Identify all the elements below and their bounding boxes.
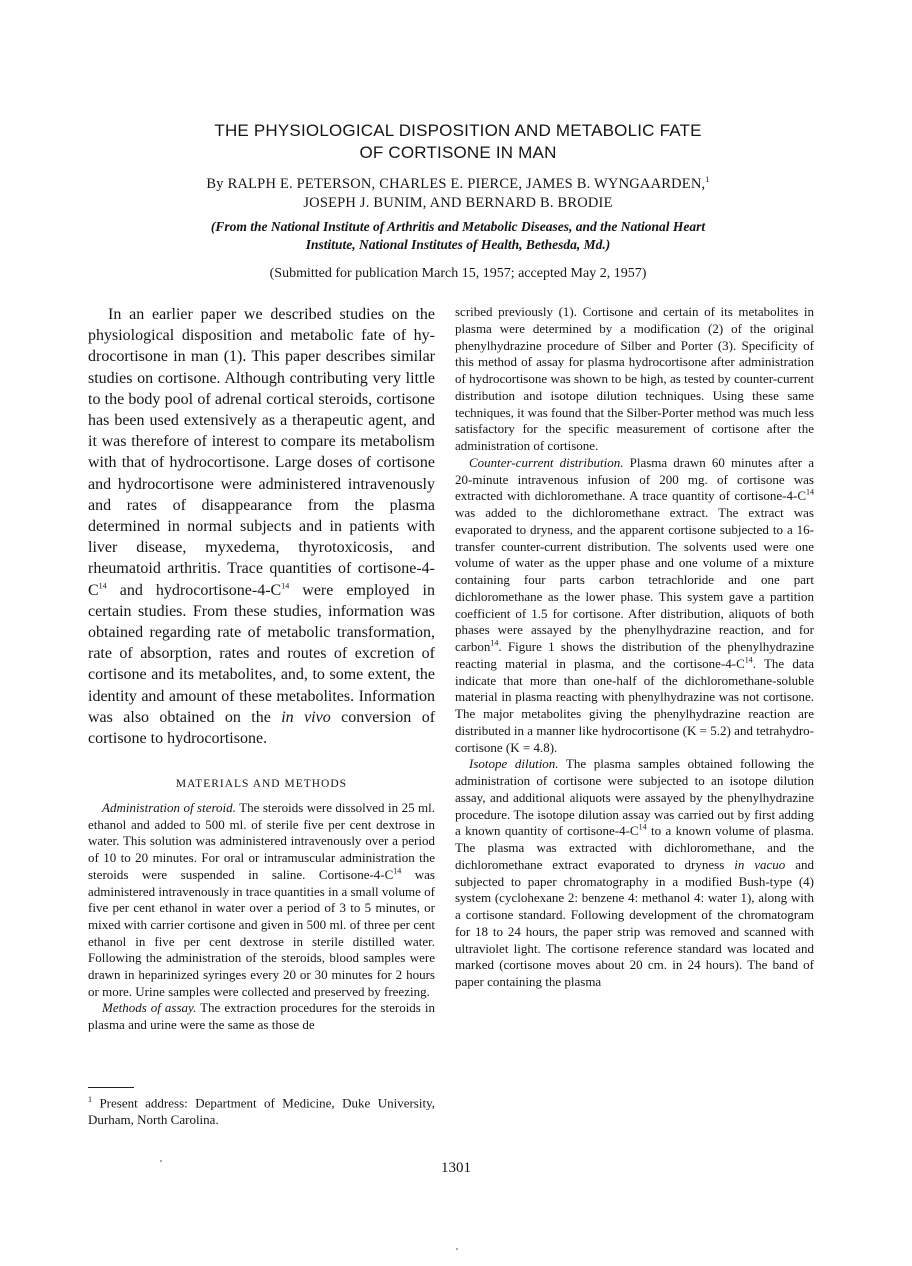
intro-paragraph <box>88 304 435 749</box>
run-in-heading: Isotope dilution. <box>469 756 559 772</box>
isotope-superscript: 14 <box>393 866 402 876</box>
assay-text: The extraction procedures for the steroids in plasma and urine were the same as those de <box>88 1000 435 1033</box>
intro-text-3: were employed in certain studies. From these studies, information was obtained regarding rate of metabolic transformation, rate of absorption, rates and routes of excretion of cortisone and its metabolites, and, to some extent, the identity and amount of these metabolites. Information was also obtained on the <box>88 581 436 726</box>
iso-text-3: and subjected to paper chromatography in a modified Bush-type (4) system (cyclohexane 2: benzene 4: methanol 4: water 1), along with a cortisone standard. Following development of the chromatogram for 18 to 24 hours, the paper strip was removed and scanned with ultraviolet light. The cortisone reference standard was located and marked (cortisone moves about 20 cm. in 24 hours). The band of paper containing the plasma <box>455 856 814 989</box>
intro-text-2: and hydrocortisone-4-C <box>106 581 282 599</box>
methods-text <box>88 800 435 1034</box>
page-number: 1301 <box>441 1160 471 1176</box>
affiliation <box>120 218 796 254</box>
footnote-divider <box>88 1087 134 1088</box>
author-footnote-marker: 1 <box>705 175 710 185</box>
footnote-text: Present address: Department of Medicine, Duke University, Durham, North Carolina. <box>88 1095 435 1128</box>
intro-text-4: conversion of cortisone to hydrocortisone. <box>88 708 436 748</box>
run-in-heading: Counter-current distribution. <box>469 454 624 470</box>
affiliation-line-1: (From the National Institute of Arthritis and Metabolic Diseases, and the National Heart <box>210 219 706 234</box>
iso-text-1: The plasma samples obtained following the administration of cortisone were subjected to an isotope dilution assay, and additional aliquots were assayed by the phenylhydrazine procedure. The isotope dilution assay was carried out by first adding a known quantity of cortisone-4-C <box>455 756 814 839</box>
continued-paragraph: scribed previously (1). Cortisone and certain of its metabolites in plasma were determined by a modification (2) of the original phenylhydrazine procedure of Silber and Porter (3). Specificity of this method of assay for plasma hydrocortisone after administration of hydrocortisone was shown to be high, as tested by counter-current distribution and isotope dilution techniques. Using these same techniques, it was found that the Silber-Porter method was much less satisfactory for the specific measurement of cortisone after the administration of cortisone. <box>455 304 814 453</box>
administration-paragraph <box>88 800 435 1000</box>
admin-text-1: The steroids were dissolved in 25 ml. ethanol and added to 500 ml. of sterile five per cent dextrose in water. This solution was administered intravenously over a period of 10 to 20 minutes. For oral or intramuscular administration the steroids were suspended in saline. Cortisone-4-C <box>88 800 436 882</box>
isotope-superscript: 14 <box>638 822 647 832</box>
title-line-1: THE PHYSIOLOGICAL DISPOSITION AND METABOLIC FATE <box>214 121 702 140</box>
ccd-text-3: . Figure 1 shows the distribution of the phenylhydrazine reacting material in plasma, and the cortisone-4-C <box>455 639 814 671</box>
section-heading-methods: MATERIALS AND METHODS <box>175 778 348 790</box>
in-vacuo-italic: in vacuo <box>734 856 786 872</box>
footnote-marker: 1 <box>88 1095 92 1104</box>
ccd-text-1: Plasma drawn 60 minutes after a 20-minute intravenous infusion of 200 mg. of cortisone was extracted with dichloromethane. A trace quantity of cortisone-4-C <box>455 454 814 504</box>
in-vivo-italic: in vivo <box>281 708 331 726</box>
print-speck <box>456 1248 458 1250</box>
isotope-superscript: 14 <box>744 655 753 665</box>
intro-text-1: In an earlier paper we described studies on the physiological disposition and metabolic fate of hydrocortisone in man (1). This paper describes similar studies on cortisone. Although contributing very little to the body pool of adrenal cortical steroids, cortisone has been used extensively as a therapeutic agent, and it was therefore of interest to compare its metabolism with that of hydrocortisone. Large doses of cortisone and hydrocortisone were administered intravenously and rates of disappearance from the plasma determined in normal subjects and in patients with liver disease, myxedema, thyrotoxicosis, and rheumatoid arthritis. Trace quantities of cortisone-4-C <box>88 306 435 599</box>
title-line-2: OF CORTISONE IN MAN <box>359 143 557 162</box>
admin-text-2: was administered intravenously in trace quantities in a small volume of five per cent ethanol in water over a period of 3 to 5 minutes, or mixed with carrier cortisone and given in 500 ml. of three per cent ethanol in five per cent dextrose in sterile distilled water. Following the administration of the steroids, blood samples were drawn in heparinized syringes every 20 or 30 minutes for 2 hours or more. Urine samples were collected and preserved by freezing. <box>88 866 435 999</box>
print-speck <box>160 1160 162 1162</box>
footnote <box>88 1091 435 1128</box>
affiliation-line-2: Institute, National Institutes of Health, Bethesda, Md.) <box>305 237 611 252</box>
authors-line-1: RALPH E. PETERSON, CHARLES E. PIERCE, JAMES B. WYNGAARDEN, <box>227 176 706 192</box>
isotope-superscript: 14 <box>281 581 290 591</box>
iso-text-2: to a known volume of plasma. The plasma was extracted with dichloromethane, and the dichloromethane extract evaporated to dryness <box>455 823 814 872</box>
by-label: By <box>206 176 224 192</box>
counter-current-paragraph <box>455 455 814 757</box>
assay-paragraph <box>88 1000 435 1033</box>
isotope-superscript: 14 <box>806 487 814 497</box>
ccd-text-4: . The data indicate that more than one-half of the dichloromethane-soluble material in plasma reacting with phenylhydrazine was not cortisone. The major metabolites giving the phenylhydrazine reaction are distributed in a manner like hydrocortisone (K = 5.2) and tetrahydrocortisone (K = 4.8). <box>455 655 814 755</box>
article-title <box>120 120 796 164</box>
author-list <box>100 175 816 213</box>
right-column-text <box>455 304 814 991</box>
submission-dates: (Submitted for publication March 15, 1957; accepted May 2, 1957) <box>269 266 647 281</box>
introduction-text <box>88 304 435 749</box>
run-in-heading: Administration of steroid. <box>102 800 236 815</box>
isotope-superscript: 14 <box>98 581 107 591</box>
isotope-dilution-paragraph <box>455 756 814 991</box>
ccd-text-2: was added to the dichloromethane extract. The extract was evaporated to dryness, and the apparent cortisone subjected to a 16-transfer counter-current distribution. The solvents used were one volume of water as the upper phase and one volume of a mixture containing four parts carbon tetrachloride and one part dichloromethane as the lower phase. This system gave a partition coefficient of 1.5 for cortisone. After distribution, aliquots of both phases were assayed by the phenylhydrazine reaction, and for carbon <box>455 505 814 654</box>
run-in-heading: Methods of assay. <box>102 1000 197 1016</box>
isotope-superscript: 14 <box>490 638 499 648</box>
authors-line-2: JOSEPH J. BUNIM, AND BERNARD B. BRODIE <box>303 195 613 211</box>
